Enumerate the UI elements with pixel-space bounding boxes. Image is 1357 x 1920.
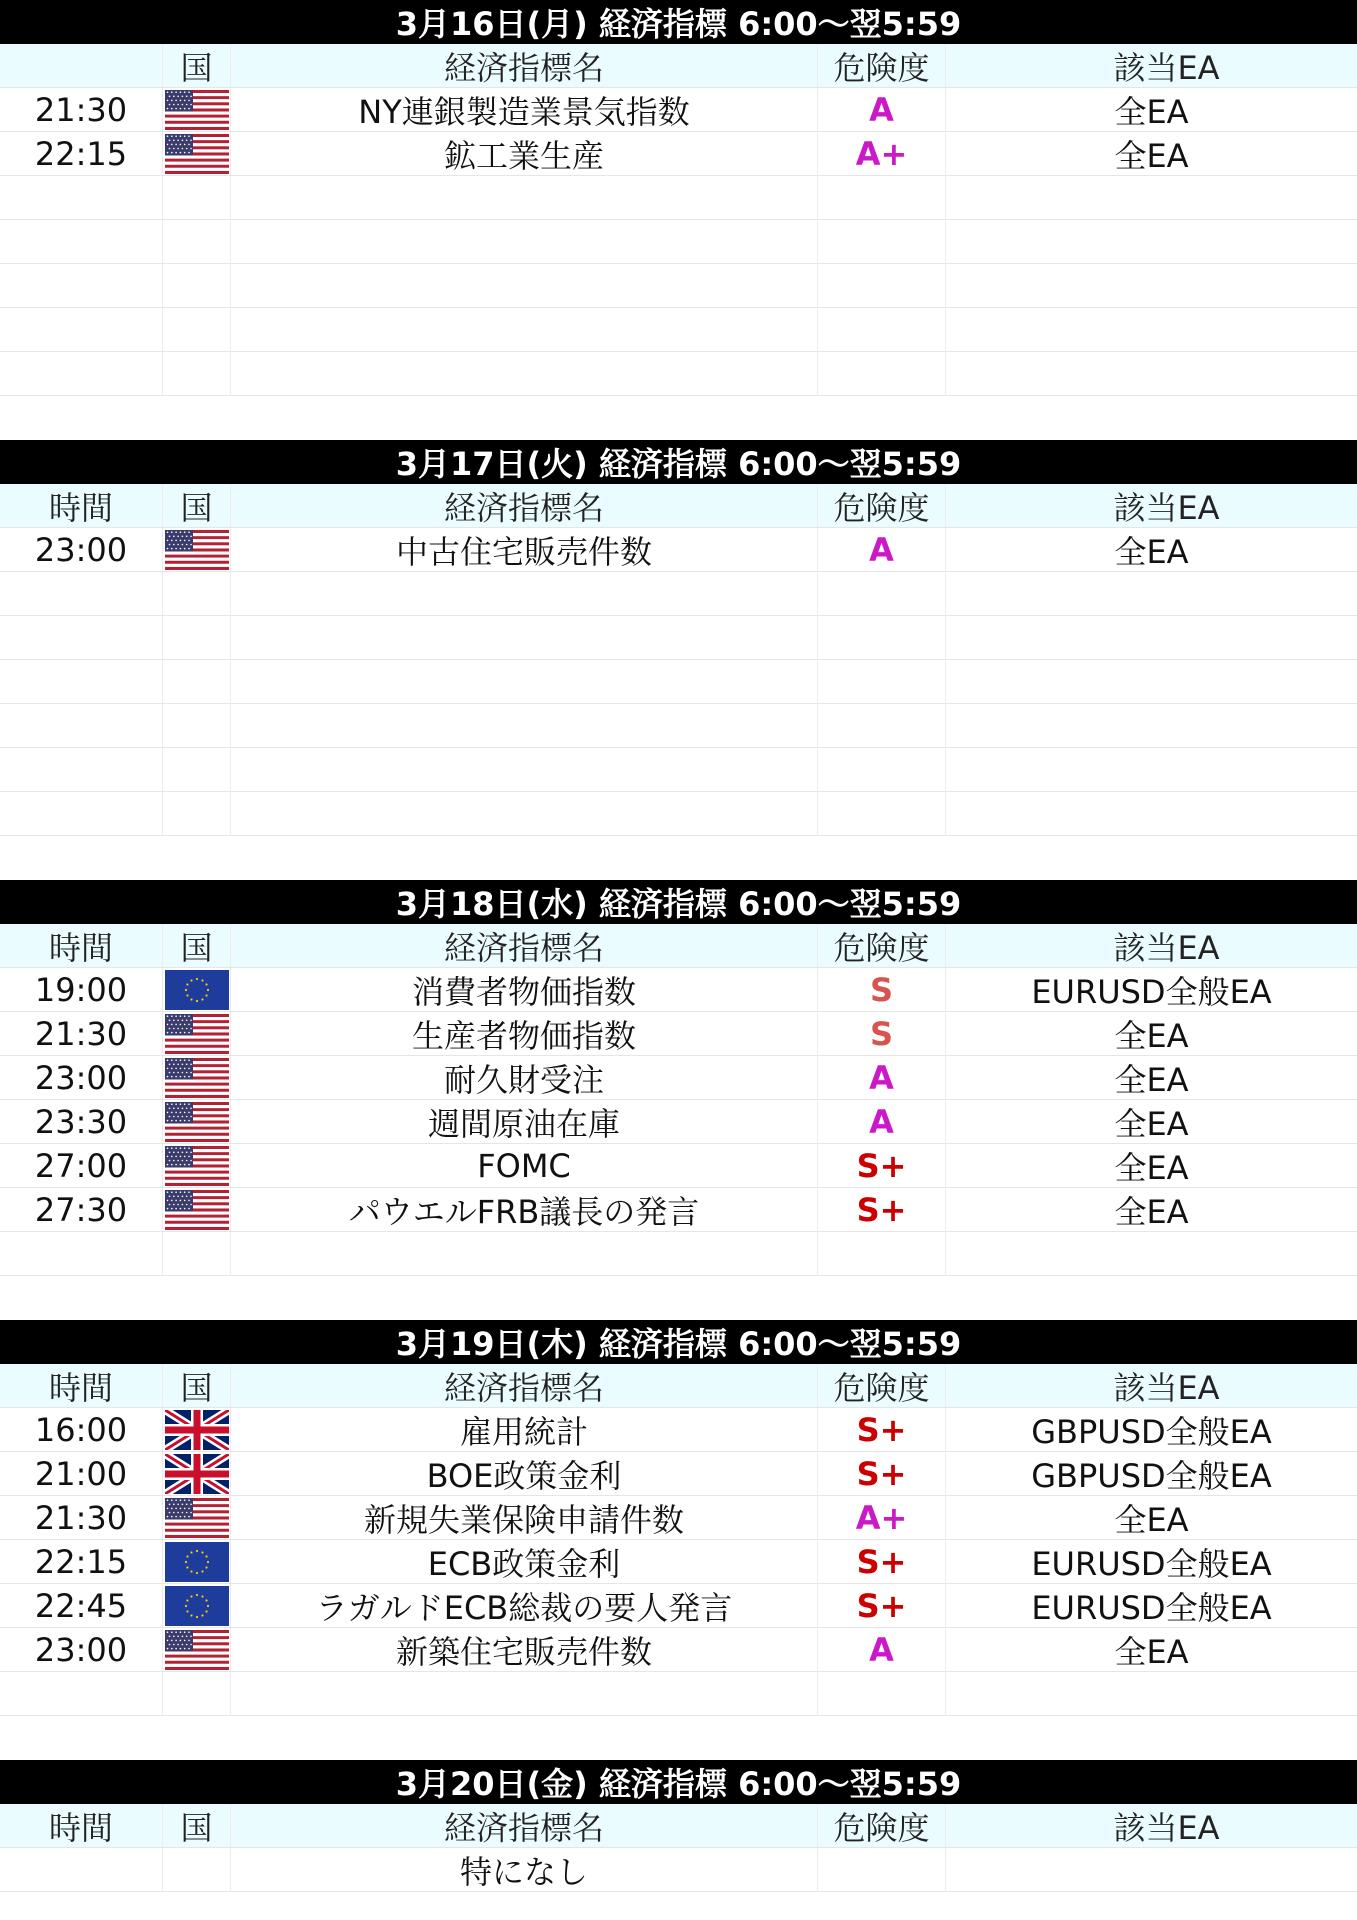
us-flag-icon — [163, 1012, 231, 1055]
risk-cell — [818, 528, 946, 571]
event-time: 27:30 — [0, 1188, 163, 1231]
empty-cell — [163, 176, 231, 219]
eu-flag-icon — [163, 1584, 231, 1627]
empty-cell — [163, 748, 231, 791]
us-flag-icon — [163, 1056, 231, 1099]
day-section — [0, 1760, 1357, 1892]
risk-level: A+ — [855, 134, 908, 173]
day-gap — [0, 1716, 1357, 1760]
empty-cell — [946, 616, 1357, 659]
event-time: 16:00 — [0, 1408, 163, 1451]
col-country-header: 国 — [163, 1364, 231, 1407]
event-time: 21:30 — [0, 1012, 163, 1055]
event-time: 21:00 — [0, 1452, 163, 1495]
empty-cell — [946, 308, 1357, 351]
risk-level: S+ — [856, 1454, 907, 1493]
day-title: 3月20日(金) 経済指標 6:00〜翌5:59 — [0, 1760, 1357, 1804]
empty-cell — [818, 660, 946, 703]
empty-cell — [163, 220, 231, 263]
col-country-header: 国 — [163, 44, 231, 87]
uk-flag-icon — [163, 1408, 231, 1451]
day-title: 3月19日(木) 経済指標 6:00〜翌5:59 — [0, 1320, 1357, 1364]
empty-cell — [163, 264, 231, 307]
event-time: 22:45 — [0, 1584, 163, 1627]
event-row — [0, 528, 1357, 572]
risk-cell — [818, 1540, 946, 1583]
event-time: 23:00 — [0, 1628, 163, 1671]
risk-level: S+ — [856, 1190, 907, 1229]
event-name: ラガルドECB総裁の要人発言 — [231, 1584, 818, 1627]
empty-cell — [231, 1672, 818, 1715]
event-ea: 全EA — [1114, 1192, 1189, 1231]
event-ea: EURUSD全般EA — [1031, 1544, 1272, 1583]
empty-cell — [231, 220, 818, 263]
day-title: 3月16日(月) 経済指標 6:00〜翌5:59 — [0, 0, 1357, 44]
column-header-row — [0, 484, 1357, 528]
empty-cell — [0, 308, 163, 351]
risk-cell — [818, 1452, 946, 1495]
risk-cell — [818, 132, 946, 175]
empty-cell — [818, 264, 946, 307]
day-section — [0, 440, 1357, 836]
risk-level: A — [869, 530, 894, 569]
risk-cell — [818, 1496, 946, 1539]
empty-cell — [0, 704, 163, 747]
empty-cell — [818, 308, 946, 351]
event-time — [0, 1848, 163, 1891]
empty-cell — [0, 264, 163, 307]
event-rows — [0, 88, 1357, 396]
empty-row — [0, 704, 1357, 748]
empty-cell — [0, 1672, 163, 1715]
empty-cell — [946, 660, 1357, 703]
empty-cell — [946, 176, 1357, 219]
event-name: 耐久財受注 — [231, 1056, 818, 1099]
risk-level: S+ — [856, 1542, 907, 1581]
eu-flag-icon — [163, 968, 231, 1011]
risk-cell — [818, 1100, 946, 1143]
empty-cell — [0, 748, 163, 791]
us-flag-icon — [163, 1628, 231, 1671]
empty-row — [0, 220, 1357, 264]
column-header-row — [0, 1364, 1357, 1408]
risk-cell — [818, 1408, 946, 1451]
empty-row — [0, 616, 1357, 660]
event-name: 中古住宅販売件数 — [231, 528, 818, 571]
empty-cell — [231, 660, 818, 703]
col-name-header: 経済指標名 — [231, 924, 818, 967]
event-ea: 全EA — [1114, 1500, 1189, 1539]
risk-level: S+ — [856, 1410, 907, 1449]
event-row — [0, 1056, 1357, 1100]
col-ea-header: 該当EA — [1113, 1368, 1220, 1407]
empty-cell — [231, 748, 818, 791]
empty-row — [0, 352, 1357, 396]
event-ea — [946, 1848, 1357, 1891]
empty-cell — [231, 176, 818, 219]
col-name-header: 経済指標名 — [231, 44, 818, 87]
empty-cell — [946, 264, 1357, 307]
empty-cell — [163, 572, 231, 615]
empty-cell — [231, 264, 818, 307]
event-ea: EURUSD全般EA — [1031, 972, 1272, 1011]
col-ea-header: 該当EA — [1113, 1808, 1220, 1847]
day-gap — [0, 836, 1357, 880]
event-name: 新築住宅販売件数 — [231, 1628, 818, 1671]
event-name: 生産者物価指数 — [231, 1012, 818, 1055]
event-ea: GBPUSD全般EA — [1031, 1412, 1272, 1451]
event-ea: EURUSD全般EA — [1031, 1588, 1272, 1627]
risk-cell — [818, 1628, 946, 1671]
empty-cell — [0, 792, 163, 835]
risk-cell — [818, 1144, 946, 1187]
risk-level: A — [869, 1102, 894, 1141]
empty-cell — [0, 176, 163, 219]
col-risk-header: 危険度 — [818, 484, 946, 527]
empty-cell — [0, 1232, 163, 1275]
col-name-header: 経済指標名 — [231, 1364, 818, 1407]
event-row — [0, 1408, 1357, 1452]
col-time-header: 時間 — [0, 484, 163, 527]
empty-row — [0, 308, 1357, 352]
empty-cell — [0, 352, 163, 395]
col-name-header: 経済指標名 — [231, 484, 818, 527]
event-name: 鉱工業生産 — [231, 132, 818, 175]
day-gap — [0, 1276, 1357, 1320]
col-risk-header: 危険度 — [818, 44, 946, 87]
empty-cell — [946, 220, 1357, 263]
event-rows — [0, 1408, 1357, 1716]
empty-cell — [818, 748, 946, 791]
col-risk-header: 危険度 — [818, 924, 946, 967]
event-row — [0, 88, 1357, 132]
event-name: 特になし — [231, 1848, 818, 1891]
event-row — [0, 1540, 1357, 1584]
event-rows — [0, 1848, 1357, 1892]
empty-flag-cell — [163, 1848, 231, 1891]
empty-row — [0, 1232, 1357, 1276]
empty-cell — [0, 572, 163, 615]
event-ea: 全EA — [1114, 1016, 1189, 1055]
empty-cell — [946, 1672, 1357, 1715]
day-title: 3月18日(水) 経済指標 6:00〜翌5:59 — [0, 880, 1357, 924]
event-ea: 全EA — [1114, 1104, 1189, 1143]
event-ea: GBPUSD全般EA — [1031, 1456, 1272, 1495]
event-ea: 全EA — [1114, 92, 1189, 131]
col-time-header: 時間 — [0, 924, 163, 967]
event-time: 21:30 — [0, 1496, 163, 1539]
risk-level: S+ — [856, 1586, 907, 1625]
event-row — [0, 1144, 1357, 1188]
event-row — [0, 132, 1357, 176]
risk-level: S+ — [856, 1146, 907, 1185]
empty-cell — [818, 176, 946, 219]
empty-cell — [0, 616, 163, 659]
event-row — [0, 1628, 1357, 1672]
empty-row — [0, 264, 1357, 308]
empty-cell — [946, 704, 1357, 747]
col-ea-header: 該当EA — [1113, 928, 1220, 967]
us-flag-icon — [163, 528, 231, 571]
event-time: 23:00 — [0, 1056, 163, 1099]
empty-cell — [231, 792, 818, 835]
day-section — [0, 0, 1357, 396]
event-row — [0, 1100, 1357, 1144]
empty-cell — [231, 308, 818, 351]
risk-level: A — [869, 1058, 894, 1097]
event-name: 消費者物価指数 — [231, 968, 818, 1011]
event-rows — [0, 968, 1357, 1276]
event-ea: 全EA — [1114, 1632, 1189, 1671]
us-flag-icon — [163, 1188, 231, 1231]
empty-cell — [163, 1232, 231, 1275]
event-row — [0, 968, 1357, 1012]
event-time: 22:15 — [0, 132, 163, 175]
empty-cell — [0, 660, 163, 703]
col-country-header: 国 — [163, 484, 231, 527]
event-name: NY連銀製造業景気指数 — [231, 88, 818, 131]
event-ea: 全EA — [1114, 136, 1189, 175]
empty-cell — [818, 220, 946, 263]
event-ea: 全EA — [1114, 532, 1189, 571]
us-flag-icon — [163, 1100, 231, 1143]
empty-cell — [0, 220, 163, 263]
empty-cell — [163, 616, 231, 659]
event-row — [0, 1452, 1357, 1496]
column-header-row — [0, 924, 1357, 968]
empty-cell — [946, 1232, 1357, 1275]
event-time: 22:15 — [0, 1540, 163, 1583]
empty-row — [0, 792, 1357, 836]
empty-row — [0, 572, 1357, 616]
empty-cell — [163, 352, 231, 395]
eu-flag-icon — [163, 1540, 231, 1583]
risk-cell — [818, 1584, 946, 1627]
empty-cell — [818, 352, 946, 395]
empty-cell — [163, 704, 231, 747]
event-row — [0, 1848, 1357, 1892]
risk-cell — [818, 1012, 946, 1055]
empty-cell — [818, 572, 946, 615]
empty-cell — [818, 792, 946, 835]
empty-cell — [818, 1672, 946, 1715]
event-name: 雇用統計 — [231, 1408, 818, 1451]
column-header-row — [0, 1804, 1357, 1848]
event-name: パウエルFRB議長の発言 — [231, 1188, 818, 1231]
event-name: 週間原油在庫 — [231, 1100, 818, 1143]
event-name: BOE政策金利 — [231, 1452, 818, 1495]
col-risk-header: 危険度 — [818, 1364, 946, 1407]
event-row — [0, 1496, 1357, 1540]
risk-level: S — [869, 970, 894, 1009]
col-name-header: 経済指標名 — [231, 1804, 818, 1847]
empty-cell — [163, 308, 231, 351]
us-flag-icon — [163, 132, 231, 175]
empty-row — [0, 660, 1357, 704]
col-time-header: 時間 — [0, 1364, 163, 1407]
event-rows — [0, 528, 1357, 836]
empty-cell — [231, 1232, 818, 1275]
empty-cell — [946, 792, 1357, 835]
event-name: 新規失業保険申請件数 — [231, 1496, 818, 1539]
risk-level: A — [869, 90, 894, 129]
us-flag-icon — [163, 1144, 231, 1187]
event-ea: 全EA — [1114, 1148, 1189, 1187]
empty-cell — [163, 1672, 231, 1715]
risk-cell — [818, 1848, 946, 1891]
empty-cell — [231, 352, 818, 395]
event-ea: 全EA — [1114, 1060, 1189, 1099]
us-flag-icon — [163, 88, 231, 131]
col-ea-header: 該当EA — [1113, 48, 1220, 87]
event-time: 23:00 — [0, 528, 163, 571]
empty-cell — [946, 352, 1357, 395]
event-time: 23:30 — [0, 1100, 163, 1143]
empty-cell — [818, 616, 946, 659]
day-title: 3月17日(火) 経済指標 6:00〜翌5:59 — [0, 440, 1357, 484]
us-flag-icon — [163, 1496, 231, 1539]
risk-cell — [818, 968, 946, 1011]
risk-cell — [818, 1188, 946, 1231]
empty-cell — [946, 748, 1357, 791]
empty-cell — [818, 1232, 946, 1275]
empty-row — [0, 748, 1357, 792]
uk-flag-icon — [163, 1452, 231, 1495]
day-gap — [0, 396, 1357, 440]
event-name: FOMC — [231, 1144, 818, 1187]
col-time-header: 時間 — [0, 1804, 163, 1847]
risk-cell — [818, 88, 946, 131]
day-section — [0, 1320, 1357, 1716]
col-ea-header: 該当EA — [1113, 488, 1220, 527]
risk-level: S — [869, 1014, 894, 1053]
empty-cell — [946, 572, 1357, 615]
event-time: 19:00 — [0, 968, 163, 1011]
event-row — [0, 1012, 1357, 1056]
empty-cell — [818, 704, 946, 747]
col-country-header: 国 — [163, 1804, 231, 1847]
empty-cell — [231, 704, 818, 747]
col-risk-header: 危険度 — [818, 1804, 946, 1847]
column-header-row — [0, 44, 1357, 88]
day-section — [0, 880, 1357, 1276]
col-country-header: 国 — [163, 924, 231, 967]
col-time-header — [0, 44, 163, 87]
event-time: 21:30 — [0, 88, 163, 131]
risk-level: A — [869, 1630, 894, 1669]
empty-cell — [163, 660, 231, 703]
risk-level: A+ — [855, 1498, 908, 1537]
empty-cell — [163, 792, 231, 835]
empty-row — [0, 176, 1357, 220]
empty-cell — [231, 572, 818, 615]
empty-row — [0, 1672, 1357, 1716]
event-row — [0, 1584, 1357, 1628]
event-time: 27:00 — [0, 1144, 163, 1187]
risk-cell — [818, 1056, 946, 1099]
event-name: ECB政策金利 — [231, 1540, 818, 1583]
event-row — [0, 1188, 1357, 1232]
empty-cell — [231, 616, 818, 659]
